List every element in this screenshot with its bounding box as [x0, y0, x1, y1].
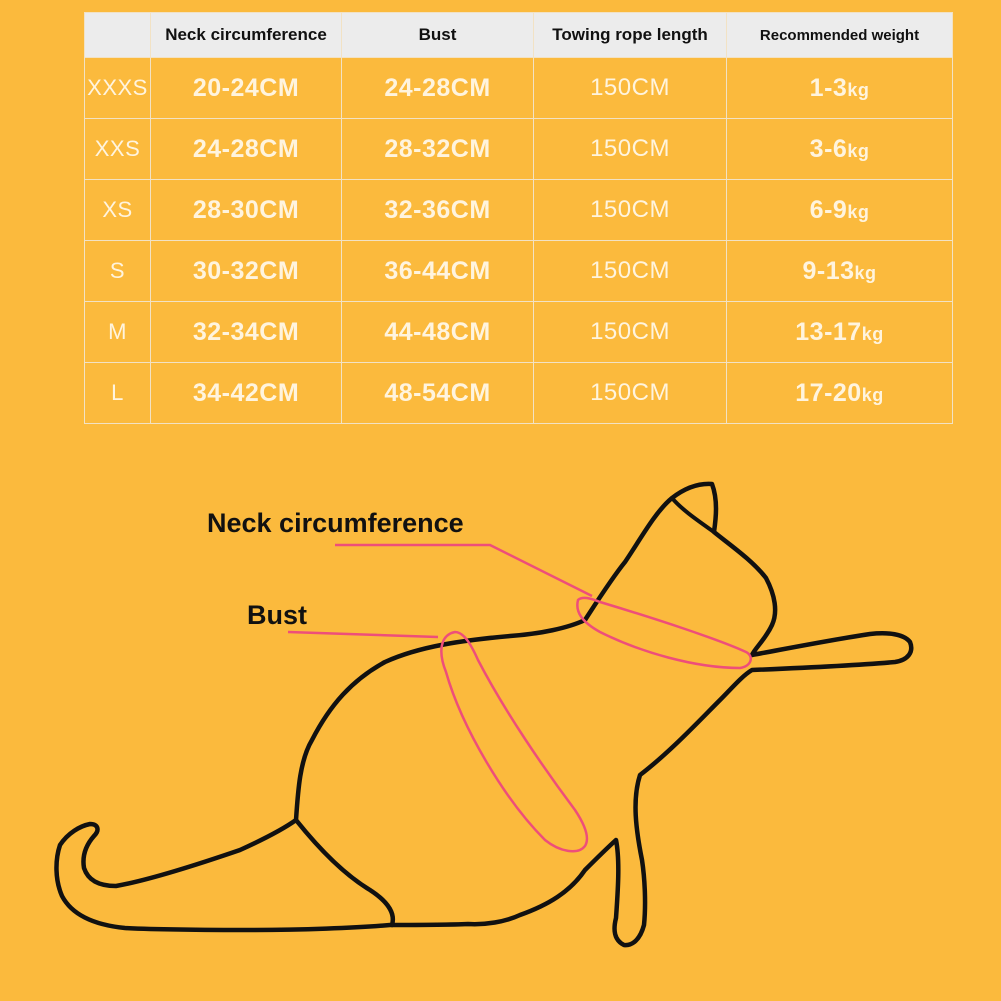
weight-cell	[727, 180, 953, 241]
header-bust: Bust	[342, 13, 534, 58]
size-cell: M	[85, 302, 151, 363]
bust-cell: 24-28CM	[342, 58, 534, 119]
weight-unit: kg	[847, 201, 870, 222]
weight-value: 6-9	[809, 195, 848, 224]
size-chart-table	[84, 12, 953, 424]
bust-cell: 36-44CM	[342, 241, 534, 302]
cat-ear-line	[672, 498, 714, 532]
neck-measure-ring	[577, 598, 750, 668]
weight-value: 1-3	[809, 73, 848, 102]
neck-cell: 34-42CM	[151, 363, 342, 424]
weight-cell	[727, 119, 953, 180]
table-row	[85, 241, 953, 302]
table-row	[85, 119, 953, 180]
header-size	[85, 13, 151, 58]
weight-cell	[727, 58, 953, 119]
header-recommended-weight: Recommended weight	[727, 13, 953, 58]
bust-cell: 32-36CM	[342, 180, 534, 241]
header-towing-rope-length: Towing rope length	[534, 13, 727, 58]
size-cell: L	[85, 363, 151, 424]
weight-unit: kg	[847, 79, 870, 100]
table-row	[85, 363, 953, 424]
bust-cell: 48-54CM	[342, 363, 534, 424]
neck-circumference-label: Neck circumference	[207, 508, 464, 538]
weight-cell	[727, 363, 953, 424]
weight-value: 3-6	[809, 134, 848, 163]
size-cell: XS	[85, 180, 151, 241]
weight-value: 13-17	[795, 317, 862, 346]
size-cell: XXXS	[85, 58, 151, 119]
rope-cell: 150CM	[534, 58, 727, 119]
cat-silhouette-icon	[56, 484, 911, 945]
neck-cell: 32-34CM	[151, 302, 342, 363]
bust-cell: 28-32CM	[342, 119, 534, 180]
cat-hind-leg-line	[296, 820, 393, 925]
neck-cell: 28-30CM	[151, 180, 342, 241]
bust-cell: 44-48CM	[342, 302, 534, 363]
bust-pointer-line	[288, 632, 438, 637]
table-row	[85, 180, 953, 241]
rope-cell: 150CM	[534, 363, 727, 424]
weight-value: 17-20	[795, 378, 862, 407]
weight-unit: kg	[854, 262, 877, 283]
weight-unit: kg	[861, 323, 884, 344]
table-row	[85, 302, 953, 363]
neck-cell: 20-24CM	[151, 58, 342, 119]
weight-unit: kg	[847, 140, 870, 161]
bust-label: Bust	[247, 600, 307, 630]
table-row	[85, 58, 953, 119]
rope-cell: 150CM	[534, 302, 727, 363]
bust-measure-ring	[441, 632, 587, 851]
neck-cell: 30-32CM	[151, 241, 342, 302]
neck-pointer-line	[335, 545, 592, 596]
weight-cell	[727, 302, 953, 363]
table-header-row	[85, 13, 953, 58]
weight-unit: kg	[861, 384, 884, 405]
weight-value: 9-13	[802, 256, 855, 285]
rope-cell: 150CM	[534, 119, 727, 180]
weight-cell	[727, 241, 953, 302]
header-neck-circumference: Neck circumference	[151, 13, 342, 58]
rope-cell: 150CM	[534, 180, 727, 241]
rope-cell: 150CM	[534, 241, 727, 302]
neck-cell: 24-28CM	[151, 119, 342, 180]
size-cell: S	[85, 241, 151, 302]
size-cell: XXS	[85, 119, 151, 180]
